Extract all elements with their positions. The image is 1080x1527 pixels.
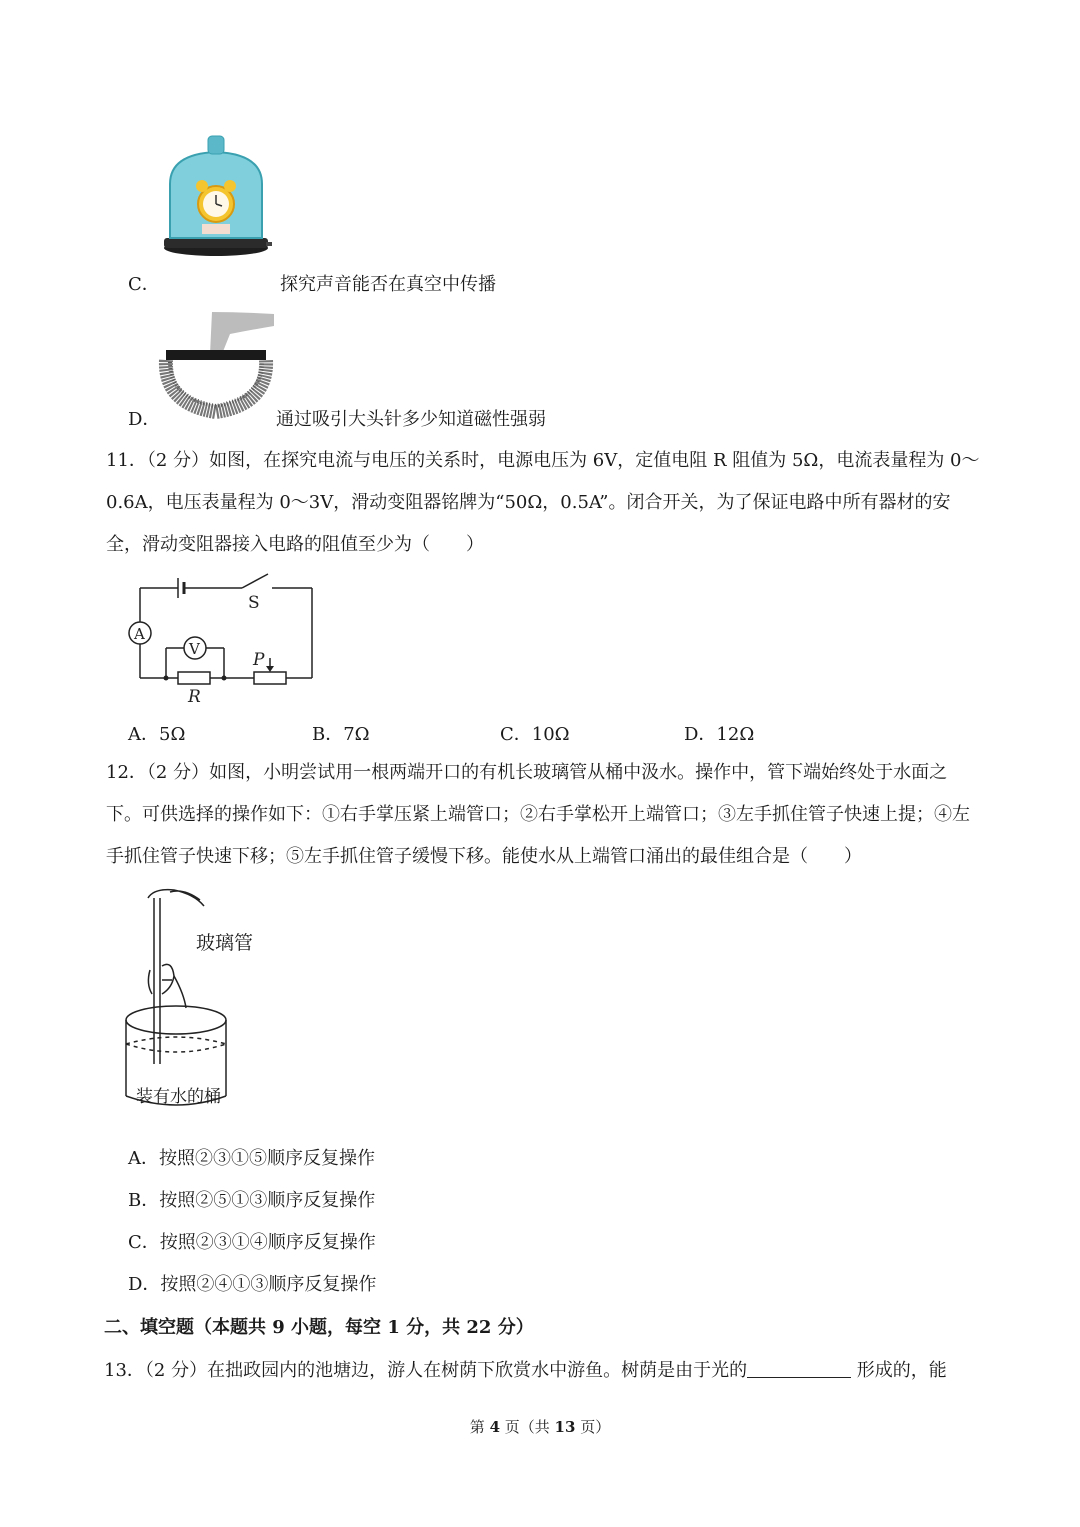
q11-option-b: B．7Ω: [312, 724, 370, 745]
q12-option-d: D．按照②④①③顺序反复操作: [128, 1274, 377, 1295]
q11-stem: 11．（2 分）如图，在探究电流与电压的关系时，电源电压为 6V，定值电阻 R 阻值为 5Ω，电流表量程为 0～0.6A，电压表量程为 0～3V，滑动变阻器铭牌为“50Ω，0.5A”。闭合开关，为了保证电路中所有器材的安全，滑动变阻器接入电路的阻值至少为（ ）: [106, 450, 980, 555]
q10-option-c-label: C．: [128, 274, 160, 295]
bell-jar-alarm-clock-image: [160, 132, 272, 258]
tube-label: 玻璃管: [196, 932, 254, 954]
q12-stem: 12．（2 分）如图，小明尝试用一根两端开口的有机长玻璃管从桶中汲水。操作中，管下端始终处于水面之下。可供选择的操作如下：①右手掌压紧上端管口；②右手掌松开上端管口；③左手抓住管子快速上提；④左手抓住管子快速下移；⑤左手抓住管子缓慢下移。能使水从上端管口涌出的最佳组合是（ ）: [106, 762, 970, 867]
footer-total-pages: 13: [554, 1418, 576, 1436]
q10-option-d-text: 通过吸引大头针多少知道磁性强弱: [276, 409, 546, 430]
page-footer: [0, 1416, 1080, 1437]
q13-stem: [104, 1356, 947, 1382]
q11-option-a: A．5Ω: [128, 724, 186, 745]
bucket-label: 装有水的桶: [136, 1087, 221, 1107]
q12-option-b: B．按照②⑤①③顺序反复操作: [128, 1190, 376, 1211]
q13-stem-start: 13．（2 分）在拙政园内的池塘边，游人在树荫下欣赏水中游鱼。树荫是由于光的: [104, 1360, 748, 1381]
footer-page-number: 4: [489, 1418, 500, 1436]
q12-option-c: C．按照②③①④顺序反复操作: [128, 1232, 376, 1253]
magnet-pins-image: [160, 312, 274, 420]
footer-prefix: 第: [469, 1418, 490, 1436]
q13-blank: [747, 1359, 851, 1378]
footer-mid: 页（共: [500, 1418, 555, 1436]
switch-label: S: [248, 593, 260, 613]
q10-option-d-label: D．: [128, 409, 161, 430]
q11-option-c: C．10Ω: [500, 724, 570, 745]
q13-stem-end: 形成的，能: [851, 1360, 947, 1381]
footer-suffix: 页）: [575, 1418, 611, 1436]
q10-option-c-text: 探究声音能否在真空中传播: [280, 274, 496, 295]
ammeter-label: A: [134, 625, 145, 643]
q12-option-a: A．按照②③①⑤顺序反复操作: [128, 1148, 375, 1169]
voltmeter-label: V: [189, 640, 200, 658]
slider-label: P: [253, 650, 265, 670]
section-title: 二、填空题（本题共 9 小题，每空 1 分，共 22 分）: [104, 1317, 534, 1338]
resistor-label: R: [188, 687, 201, 707]
q11-circuit-diagram: [122, 570, 322, 710]
q11-option-d: D．12Ω: [684, 724, 755, 745]
